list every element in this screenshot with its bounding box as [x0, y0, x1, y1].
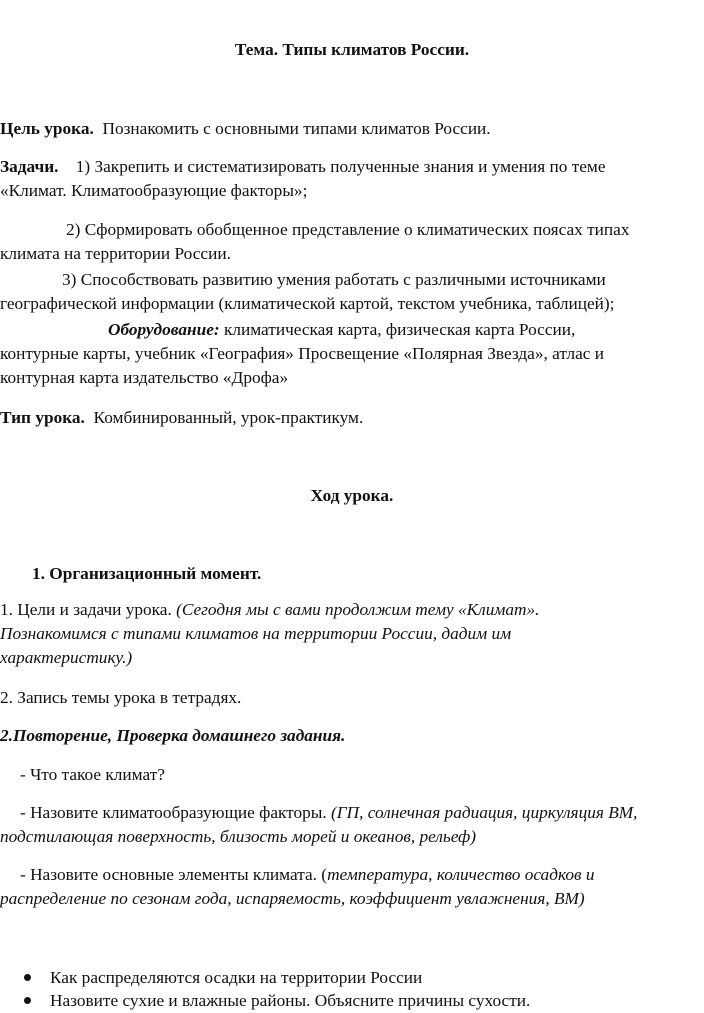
course-heading: Ход урока. [310, 486, 394, 505]
question-2-italic-line-2: подстилающая поверхность, близость морей и океанов, рельеф) [0, 827, 477, 846]
task-2-text: 2) Сформировать обобщенное представление о климатических поясах типах [66, 220, 630, 239]
question-3-plain: - Назовите основные элементы климата. ( [20, 865, 328, 884]
equipment-label: Оборудование: [108, 320, 220, 339]
question-3-italic-line-2: распределение по сезонам года, испаряемость, коэффициент увлажнения, ВМ) [0, 889, 585, 908]
bullet-dot-icon [24, 997, 31, 1004]
bullet-text: Как распределяются осадки на территории России [50, 968, 423, 987]
question-2-plain: - Назовите климатообразующие факторы. [20, 803, 327, 822]
tasks-label: Задачи. [0, 157, 59, 176]
lesson-type-text: Комбинированный, урок-практикум. [93, 408, 364, 427]
equipment-line-2: контурные карты, учебник «География» Просвещение «Полярная Звезда», атлас и [0, 344, 604, 363]
document-title: Тема. Типы климатов России. [234, 40, 470, 59]
task-3-text: 3) Способствовать развитию умения работать с различными источниками [62, 270, 606, 289]
section-1-item-2: 2. Запись темы урока в тетрадях. [0, 688, 242, 707]
lesson-goal [0, 117, 704, 141]
item-1-plain: 1. Цели и задачи урока. [0, 600, 172, 619]
goal-text: Познакомить с основными типами климатов России. [102, 119, 491, 138]
equipment-text: климатическая карта, физическая карта России, [223, 320, 576, 339]
task-1-continuation: «Климат. Климатообразующие факторы»; [0, 181, 308, 200]
item-1-italic-line-2: Познакомимся с типами климатов на территории России, дадим им [0, 624, 512, 643]
question-1: - Что такое климат? [20, 765, 165, 784]
task-1-text: 1) Закрепить и систематизировать полученные знания и умения по теме [75, 157, 606, 176]
bullet-dot-icon [24, 974, 31, 981]
lesson-type [0, 406, 704, 430]
question-3 [20, 863, 704, 887]
question-2 [20, 801, 704, 825]
section-1-item-1 [0, 598, 704, 622]
section-2-heading: 2.Повторение, Проверка домашнего задания. [0, 726, 346, 745]
task-2-continuation: климата на территории России. [0, 244, 231, 263]
task-3-continuation: географической информации (климатической картой, текстом учебника, таблицей); [0, 294, 615, 313]
tasks-line-1 [0, 155, 704, 179]
equipment-line-1 [108, 318, 704, 342]
bullet-text: Назовите сухие и влажные районы. Объясните причины сухости. [50, 991, 531, 1010]
item-1-italic-line-3: характеристику.) [0, 648, 133, 667]
goal-label: Цель урока. [0, 119, 94, 138]
question-2-italic: (ГП, солнечная радиация, циркуляция ВМ, [331, 803, 638, 822]
question-3-italic: температура, количество осадков и [327, 865, 595, 884]
section-1-heading: 1. Организационный момент. [32, 564, 262, 583]
lesson-type-label: Тип урока. [0, 408, 85, 427]
item-1-italic: (Сегодня мы с вами продолжим тему «Климат». [176, 600, 540, 619]
equipment-line-3: контурная карта издательство «Дрофа» [0, 368, 289, 387]
